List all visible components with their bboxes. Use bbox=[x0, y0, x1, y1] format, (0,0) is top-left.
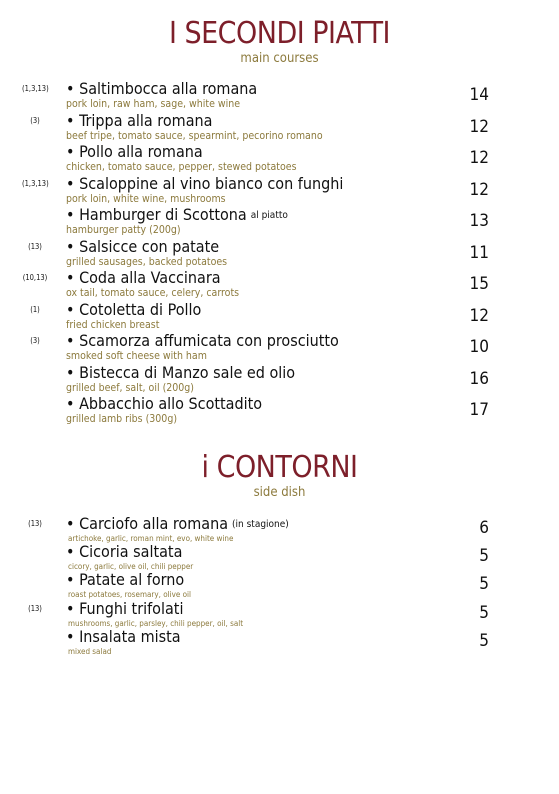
dish-name-text: • Abbacchio allo Scottadito bbox=[66, 394, 263, 413]
dish-price: 15 bbox=[469, 274, 489, 294]
dish-name-text: • Bistecca di Manzo sale ed olio bbox=[66, 362, 296, 382]
dish-name-text: • Coda alla Vaccinara bbox=[66, 268, 221, 287]
dish-name bbox=[66, 332, 343, 351]
dish-name bbox=[66, 301, 205, 320]
dish-name-text: • Patate al forno bbox=[66, 570, 185, 590]
dish-description: grilled beef, salt, oil (200g) bbox=[66, 381, 194, 394]
dish-name-text: • Cotoletta di Pollo bbox=[66, 299, 202, 319]
allergen-codes: (3) bbox=[30, 115, 40, 125]
allergen-codes: (13) bbox=[28, 603, 42, 613]
secondi-subtitle: main courses bbox=[240, 51, 319, 66]
dish-description: mushrooms, garlic, parsley, chili pepper, oil, salt bbox=[68, 618, 244, 628]
dish-description: grilled lamb ribs (300g) bbox=[66, 413, 178, 425]
dish-price: 13 bbox=[469, 211, 489, 231]
dish-description: smoked soft cheese with ham bbox=[66, 350, 207, 362]
allergen-codes: (1) bbox=[30, 304, 40, 314]
dish-name bbox=[66, 143, 207, 162]
dish-name bbox=[66, 206, 288, 225]
dish-name bbox=[66, 364, 299, 383]
dish-name bbox=[66, 269, 225, 288]
dish-description: ox tail, tomato sauce, celery, carrots bbox=[66, 287, 240, 299]
allergen-codes: (13) bbox=[28, 519, 42, 528]
dish-description: mixed salad bbox=[68, 646, 112, 656]
dish-name-text: • Scamorza affumicata con prosciutto bbox=[66, 331, 339, 350]
contorni-subtitle: side dish bbox=[253, 485, 306, 500]
dish-description: grilled sausages, backed potatoes bbox=[66, 255, 228, 268]
dish-description: fried chicken breast bbox=[66, 318, 160, 331]
dish-description: beef tripe, tomato sauce, spearmint, pecorino romano bbox=[66, 129, 323, 142]
dish-price: 11 bbox=[469, 242, 489, 263]
dish-name bbox=[66, 175, 347, 194]
dish-note: al piatto bbox=[250, 210, 288, 221]
dish-description: pork loin, raw ham, sage, white wine bbox=[66, 98, 241, 110]
dish-price: 5 bbox=[479, 630, 489, 651]
dish-name bbox=[66, 80, 261, 99]
secondi-title: I SECONDI PIATTI bbox=[168, 16, 391, 51]
dish-name bbox=[66, 238, 223, 257]
dish-name-text: • Scaloppine al vino bianco con funghi bbox=[66, 173, 344, 193]
dish-price: 5 bbox=[479, 602, 489, 623]
dish-price: 6 bbox=[479, 518, 489, 538]
dish-name-text: • Funghi trifolati bbox=[66, 598, 184, 618]
dish-name-text: • Insalata mista bbox=[66, 626, 181, 646]
contorni-title: i CONTORNI bbox=[201, 450, 358, 485]
dish-name-text: • Hamburger di Scottona bbox=[66, 205, 247, 224]
dish-description: roast potatoes, rosemary, olive oil bbox=[68, 590, 191, 600]
dish-price: 12 bbox=[469, 305, 489, 326]
dish-name-text: • Cicoria saltata bbox=[66, 542, 183, 562]
allergen-codes: (3) bbox=[30, 336, 40, 345]
dish-name bbox=[66, 515, 289, 534]
dish-description: pork loin, white wine, mushrooms bbox=[66, 192, 226, 205]
dish-price: 16 bbox=[469, 368, 489, 389]
dish-name bbox=[66, 571, 188, 590]
dish-description: artichoke, garlic, roman mint, evo, white wine bbox=[68, 534, 234, 543]
dish-name bbox=[66, 112, 216, 131]
dish-note: (in stagione) bbox=[232, 519, 289, 530]
dish-description: cicory, garlic, olive oil, chili pepper bbox=[68, 562, 194, 572]
dish-price: 12 bbox=[469, 116, 489, 137]
dish-name bbox=[66, 628, 185, 647]
dish-description: hamburger patty (200g) bbox=[66, 224, 181, 236]
allergen-codes: (10,13) bbox=[22, 273, 48, 282]
allergen-codes: (1,3,13) bbox=[22, 178, 49, 188]
dish-price: 14 bbox=[469, 85, 489, 105]
dish-name-text: • Carciofo alla romana bbox=[66, 514, 229, 533]
dish-price: 5 bbox=[479, 574, 489, 595]
allergen-codes: (1,3,13) bbox=[22, 84, 49, 93]
dish-name bbox=[66, 543, 186, 562]
dish-price: 12 bbox=[469, 179, 489, 200]
dish-price: 10 bbox=[469, 337, 489, 357]
dish-name-text: • Salsicce con patate bbox=[66, 236, 220, 256]
dish-description: chicken, tomato sauce, pepper, stewed potatoes bbox=[66, 161, 297, 173]
dish-price: 12 bbox=[469, 148, 489, 168]
dish-price: 17 bbox=[469, 400, 489, 420]
allergen-codes: (13) bbox=[28, 241, 42, 251]
dish-name bbox=[66, 395, 266, 414]
dish-price: 5 bbox=[479, 546, 489, 567]
dish-name bbox=[66, 600, 187, 619]
dish-name-text: • Pollo alla romana bbox=[66, 142, 203, 161]
dish-name-text: • Saltimbocca alla romana bbox=[66, 79, 258, 98]
dish-name-text: • Trippa alla romana bbox=[66, 110, 213, 130]
